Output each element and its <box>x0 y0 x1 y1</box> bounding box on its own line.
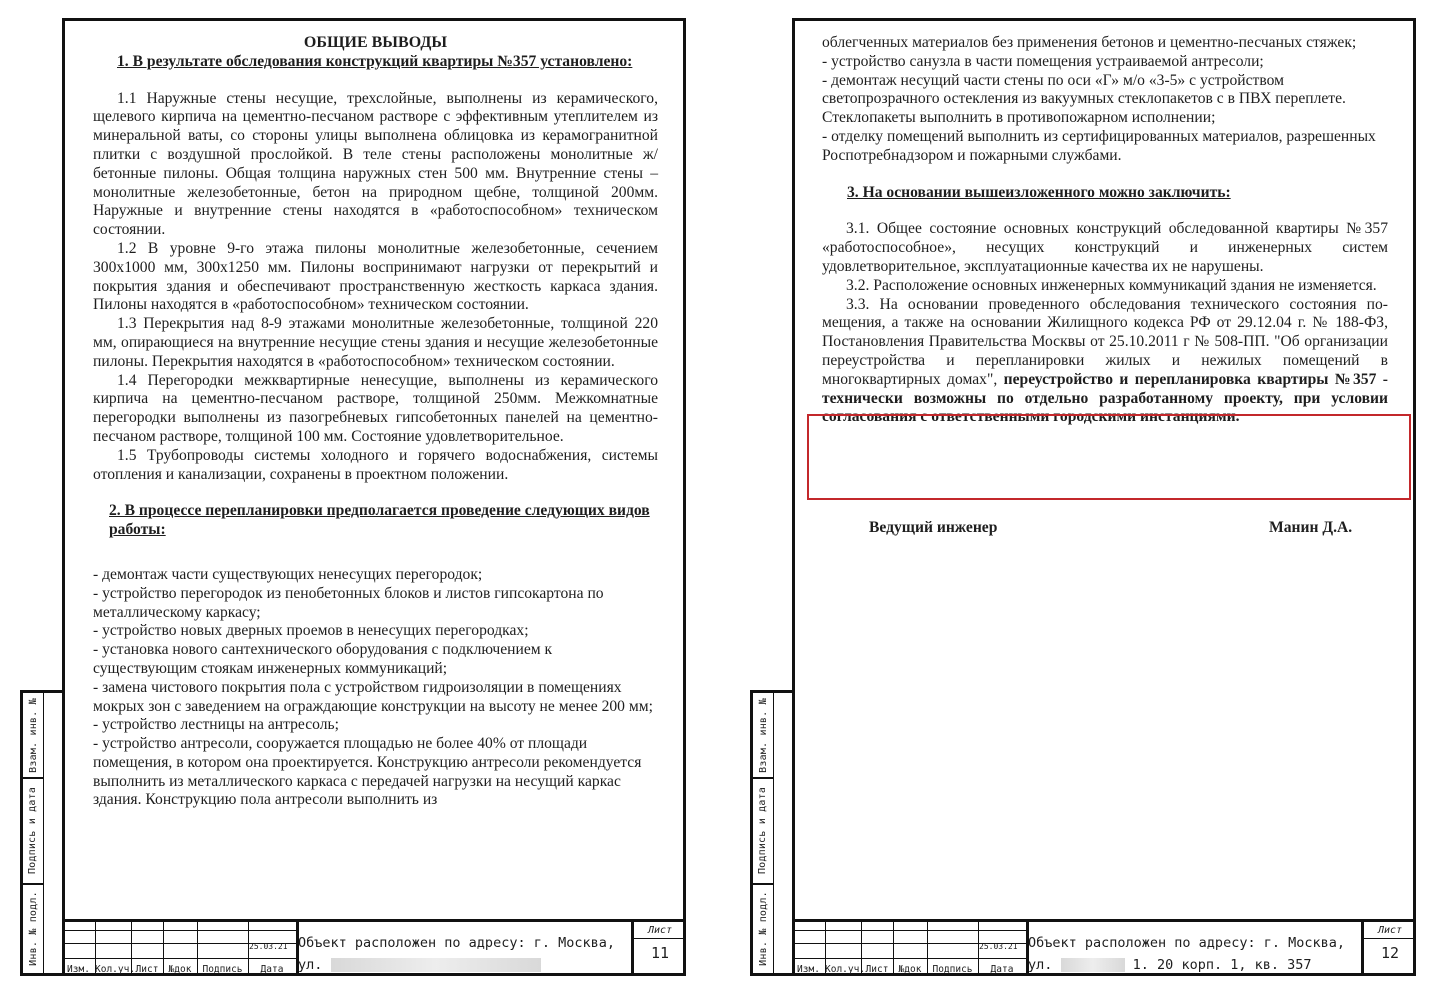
signature-row <box>822 519 1388 539</box>
highlight-box <box>807 414 1411 500</box>
work-item: - замена чистового покрытия пола с устройством гидроизоляции в помещениях мокрых зон с заведением на ограждающие конструкции на высоту не менее 200 мм; <box>93 678 653 715</box>
paragraph-1-3: 1.3 Перекрытия над 8-9 этажами монолитные железобетонные, толщиной 220 мм, опирающиеся на внутренние несущие стены здания и несущие железобетонные пилоны. Перекрытия находятся в «работоспособном» техническом состоянии. <box>93 315 658 370</box>
side-cell-inv <box>23 883 43 973</box>
side-stamp <box>750 690 792 976</box>
document-page-12 <box>750 18 1416 976</box>
side-label-inv: Инв. № подл. <box>757 890 769 966</box>
stamp-date: 25.03.21 <box>249 942 288 951</box>
paragraph-1-1: 1.1 Наружные стены несущие, трехслойные, выполнены из керамического, щелевого кирпича на цементно-песчаном растворе с эффективным утеплителем из минеральной ваты, со стороны улицы выполнена облицовка из керамогранитной плитки с воздушной прослойкой. В теле стены расположены монолитные ж/бетонные пилоны. Общая толщина наружных стен 500 мм. Внутренние стены – монолитные железобетонные, бетон на природном щебне, толщиной 200мм. Наружные и внутренние стены находятся в «работоспособном» техническом состоянии. <box>93 89 658 239</box>
address-line-2-tail: 1. 20 корп. 1, кв. 357 <box>1132 957 1312 973</box>
conclusion-highlight-text: переустройство и перепланировка квартиры №357 - технически возможны по отдельно разработанному проекту, при условии согласования с ответственными городскими инстанциями. <box>822 370 1388 426</box>
work-item: - устройство новых дверных проемов в ненесущих перегородках; <box>93 622 529 640</box>
section-1-heading: 1. В результате обследования конструкций квартиры №357 установлено: <box>117 52 633 70</box>
stamp-header: Кол.уч. <box>95 964 136 975</box>
stamp-header: Дата <box>260 964 284 975</box>
address-line-2: ул. <box>298 957 323 973</box>
side-cell-vzam <box>753 693 773 779</box>
stamp-header: №док <box>898 964 922 975</box>
address-line-1: Объект расположен по адресу: г. Москва, <box>1028 935 1345 951</box>
side-cell-inv <box>753 883 773 973</box>
paragraph-1-5: 1.5 Трубопроводы системы холодного и горячего водоснабжения, системы отопления и канализации, сохранены в проектном положении. <box>93 446 658 483</box>
title-block <box>62 919 686 976</box>
work-item: - демонтаж части существующих ненесущих перегородок; <box>93 565 483 583</box>
work-item: - устройство антресоли, сооружается площадью не более 40% от площади помещения, в котором она проектируется. Конструкцию антресоли рекомендуется выполнить из металлического каркаса с передачей нагрузки на несущий каркас здания. Конструкцию пола антресоли выполнить из <box>93 735 642 809</box>
stamp-header: Изм. <box>797 964 820 975</box>
address-text <box>298 932 630 976</box>
stamp-header: №док <box>168 964 192 975</box>
sheet-number: 12 <box>1380 944 1400 962</box>
work-item: облегченных материалов без применения бетонов и цементно-песчаных стяжек; <box>822 34 1357 51</box>
side-cell-sign <box>23 777 43 885</box>
work-item: - отделку помещений выполнить из сертифицированных материалов, разрешенных Роспотребнадзором и пожарными службами. <box>822 127 1376 164</box>
stamp-header: Подпись <box>202 964 243 975</box>
side-label-inv: Инв. № подл. <box>27 890 39 966</box>
side-label-sign: Подпись и дата <box>757 786 769 874</box>
address-line-1: Объект расположен по адресу: г. Москва, <box>298 935 615 951</box>
redacted-address <box>331 958 541 972</box>
stamp-header: Лист <box>865 964 889 975</box>
address-text <box>1028 932 1360 976</box>
title-block <box>792 919 1416 976</box>
sheet-box <box>631 922 686 976</box>
sheet-label: Лист <box>1364 924 1416 939</box>
paragraph-1-4: 1.4 Перегородки межквартирные ненесущие, выполнены из керамического кирпича на цементно-песчаном растворе, толщиной 250мм. Межкомнатные перегородки выполнены из пазогребневых гипсобетонных панелей на цементно-песчаном растворе, толщиной 100 мм. Состояние удовлетворительное. <box>93 371 658 445</box>
section-2-heading: 2. В процессе перепланировки предполагается проведение следующих видов работы: <box>109 502 650 539</box>
page-title: ОБЩИЕ ВЫВОДЫ <box>303 34 448 51</box>
signature-role: Ведущий инженер <box>869 519 998 537</box>
work-item: - демонтаж несущий части стены по оси «Г» м/о «3-5» с устройством светопрозрачного остекления из вакуумных стеклопакетов с в ПВХ переплете. Стеклопакеты выполнить в противопожарном исполнении; <box>822 71 1346 127</box>
side-label-sign: Подпись и дата <box>27 786 39 874</box>
paragraph-3-3-text: 3.3. На основании проведенного обследования технического состояния по-мещения, а также на основании Жилищного кодекса РФ от 29.12.04 г. № 188-ФЗ, Постановления Правительства Москвы от 25.10.2011 г № 508-ПП. "Об организации переустройства и перепланировки жилых и нежилых помещений в многоквартирных домах", <box>822 295 1388 388</box>
work-item: - устройство санузла в части помещения устраиваемой антресоли; <box>822 52 1264 70</box>
stamp-date: 25.03.21 <box>979 942 1018 951</box>
sheet-box <box>1361 922 1416 976</box>
redacted-address <box>1061 958 1125 972</box>
signature-name: Манин Д.А. <box>1269 519 1353 537</box>
work-item: - установка нового сантехнического оборудования с подключением к существующим стоякам инженерных коммуникаций; <box>93 641 553 677</box>
sheet-number: 11 <box>650 944 670 962</box>
paragraph-3-1: 3.1. Общее состояние основных конструкций обследованной квартиры №357 «работоспособное», несущих конструкций и инженерных систем удовлетворительное, эксплуатационные качества их не нарушены. <box>822 220 1388 275</box>
side-stamp <box>20 690 62 976</box>
work-item: - устройство перегородок из пенобетонных блоков и листов гипсокартона по металлическому каркасу; <box>93 584 604 621</box>
page-content <box>93 34 658 810</box>
paragraph-3-3 <box>822 296 1388 428</box>
stamp-header: Подпись <box>932 964 973 975</box>
stamp-header: Изм. <box>67 964 90 975</box>
stamp-header: Лист <box>135 964 159 975</box>
side-cell-sign <box>753 777 773 885</box>
stamp-header: Дата <box>990 964 1014 975</box>
side-label-vzam: Взам. инв. № <box>27 697 39 773</box>
side-cell-vzam <box>23 693 43 779</box>
work-item: - устройство лестницы на антресоль; <box>93 716 339 734</box>
stamp-header: Кол.уч. <box>825 964 866 975</box>
side-label-vzam: Взам. инв. № <box>757 697 769 773</box>
section-3-heading: 3. На основании вышеизложенного можно заключить: <box>847 183 1231 201</box>
paragraph-1-2: 1.2 В уровне 9-го этажа пилоны монолитные железобетонные, сечением 300x1000 мм, 300x1250 мм. Пилоны воспринимают нагрузки от перекрытий и покрытия здания и обеспечивают пространственную жесткость каркаса здания. Пилоны находятся в «работоспособном» техническом состоянии. <box>93 239 658 314</box>
sheet-label: Лист <box>634 924 686 939</box>
address-line-2: ул. <box>1028 957 1053 973</box>
paragraph-3-2: 3.2. Расположение основных инженерных коммуникаций здания не изменяется. <box>846 276 1377 294</box>
document-page-11 <box>20 18 686 976</box>
